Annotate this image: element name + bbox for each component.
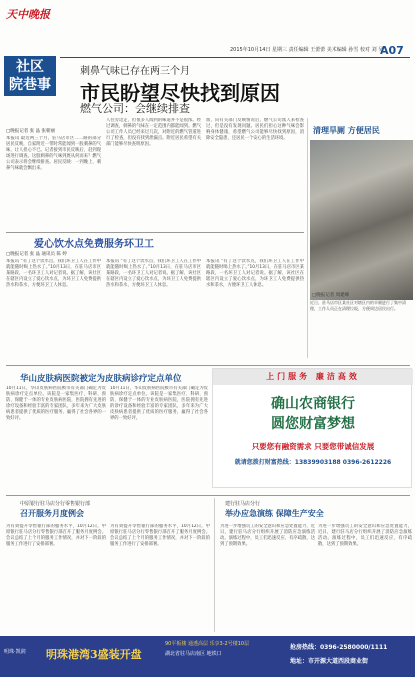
section-label: 社区 院巷事 bbox=[4, 56, 56, 96]
news-photo bbox=[310, 140, 413, 300]
dateline: 2015年10月14日 星期三 责任编辑 王蕾蕾 美术编辑 孙雪 校对 刘 吴 bbox=[230, 47, 384, 53]
column-divider-2 bbox=[214, 498, 215, 632]
footer-ad-title: 明珠港湾3盛装开盘 bbox=[46, 648, 142, 661]
ad-bank-name: 确山农商银行 bbox=[271, 396, 355, 412]
column-divider bbox=[307, 118, 308, 358]
lead-body-col2: 人往旁边走，但很多人闻到的味道并不是很浓。经过调查，刺鼻的气味在一定范围内都能闻到。燃气公司工作人员已经来过几次，对附近的燃气管道进行了检查，但没有找到泄漏点。附近居民希望有关部门能够尽快查明原因。 bbox=[106, 118, 201, 147]
footer-ad-slogan: 90平板楼 通透高层 乐享3-2号楼10层 bbox=[165, 641, 250, 647]
lead-kicker: 刺鼻气味已存在两三个月 bbox=[80, 66, 190, 77]
section-rule-3 bbox=[6, 495, 410, 496]
story3-body-col1: 10月11日，华山皮肤病医院被市有关部门确定为皮肤病诊疗定点单位。该院是一家集医疗、科研、预防、保健于一体的专业皮肤病医院，医院拥有先进的诊疗设备和经验丰富的专家团队，多年来为广大皮肤病患者提供了优质的医疗服务，赢得了社会各界的一致好评。 bbox=[6, 386, 106, 421]
story2-body-col3: 本报讯 “有了这个饮水点，我们环卫工人在工作中就能随时喝上热水了。”10月13日，在驻马店市区某路段，一名环卫工人对记者说。据了解，该社区在辖区内设立了爱心饮水点，为环卫工人免费提供热水和茶水，方便环卫工人休息。 bbox=[206, 259, 304, 288]
section-rule-2 bbox=[6, 365, 410, 366]
bank-advertisement bbox=[212, 368, 412, 488]
page-code: A07 bbox=[380, 44, 404, 57]
story2-byline: □晚报记者 张 晶 通讯员 陈 婷 bbox=[6, 252, 67, 257]
story2-body-col1: 本报讯 “有了这个饮水点，我们环卫工人在工作中就能随时喝上热水了。”10月13日，在驻马店市区某路段，一名环卫工人对记者说。据了解，该社区在辖区内设立了爱心饮水点，为环卫工人免费提供热水和茶水，方便环卫工人休息。 bbox=[6, 259, 101, 288]
lead-body-col1: 本报讯 最近两三个月，驻马店市区二二路的部分居民反映，自家附近一带时常能闻到一股刺鼻的气味，让人担心不已。记者接到市民反映后，赶到现场进行调查。这股刺鼻的气味到底从何而来？燃气公司表示将会继续排查。居民反映：一到晚上，刺鼻气味就会飘出来。 bbox=[6, 136, 101, 171]
lead-byline: □晚报记者 张 晶 张朝丽 bbox=[6, 129, 56, 134]
newspaper-logo: 天中晚报 bbox=[6, 8, 50, 21]
footer-ad-location: 湖北省驻马店南区 地铁口 bbox=[165, 651, 222, 657]
photo-caption: 近日，驻马店市区某社区对辖区内的旱厕进行了集中清理，工作人员正在清理垃圾，方便周边居民出行。 bbox=[310, 300, 406, 311]
ad-slogan: 圆您财富梦想 bbox=[271, 416, 355, 432]
ad-banner: 上门服务 廉洁高效 bbox=[213, 369, 413, 385]
footer-ad-phone: 抢房热线：0396-2580000/1111 bbox=[290, 644, 388, 651]
footer-brand: 明珠·凯润 bbox=[4, 649, 26, 655]
photo-title: 清理旱厕 方便居民 bbox=[313, 126, 380, 135]
lead-headline: 市民盼望尽快找到原因 bbox=[80, 81, 280, 105]
story4-kicker: 中原银行驻马店分行零售银行部 bbox=[20, 501, 91, 507]
story3-body-col2: 10月11日，华山皮肤病医院被市有关部门确定为皮肤病诊疗定点单位。该院是一家集医疗、科研、预防、保健于一体的专业皮肤病医院，医院拥有先进的诊疗设备和经验丰富的专家团队，多年来为广大皮肤病患者提供了优质的医疗服务，赢得了社会各界的一致好评。 bbox=[110, 386, 208, 421]
footer-advertisement bbox=[0, 636, 415, 677]
footer-ad-address: 地址：市开源大道西段商业街 bbox=[290, 658, 369, 665]
top-rule bbox=[60, 57, 410, 58]
story4-headline: 召开服务月度例会 bbox=[20, 509, 84, 518]
story5-body-col1: 为进一步增强员工的安全意识和应急处置能力，近日，建行驻马店分行组织开展了消防应急演练活动。演练过程中，员工们迅速反应、有序疏散，达到了预期效果。 bbox=[220, 524, 315, 547]
story4-body-col1: 为有效提升零售银行部的服务水平，10月12日，中原银行驻马店分行零售银行部召开了服务月度例会。会议总结了上个月的服务工作情况，并对下一阶段的服务工作进行了安排部署。 bbox=[6, 524, 106, 547]
story5-headline: 举办应急演练 保障生产安全 bbox=[225, 509, 324, 518]
story5-body-col2: 为进一步增强员工的安全意识和应急处置能力，近日，建行驻马店分行组织开展了消防应急演练活动。演练过程中，员工们迅速反应、有序疏散，达到了预期效果。 bbox=[318, 524, 412, 547]
ad-tagline: 只要您有融资需求 只要您带诚信发展 bbox=[251, 442, 375, 451]
lead-body-col3: 加，向有关部门反映情况后，燃气公司派人来检查过，但是没有发现问题。居民们担心这种气味会影响身体健康，希望燃气公司能够尽快找到原因，消除安全隐患，还居民一个安心的生活环境。 bbox=[206, 118, 304, 141]
lead-subhead: 燃气公司：会继续排查 bbox=[80, 102, 190, 115]
section-rule bbox=[6, 232, 304, 233]
story3-headline: 华山皮肤病医院被定为皮肤病诊疗定点单位 bbox=[20, 374, 182, 384]
story2-body-col2: 本报讯 “有了这个饮水点，我们环卫工人在工作中就能随时喝上热水了。”10月13日，在驻马店市区某路段，一名环卫工人对记者说。据了解，该社区在辖区内设立了爱心饮水点，为环卫工人免费提供热水和茶水，方便环卫工人休息。 bbox=[106, 259, 201, 288]
story2-headline: 爱心饮水点免费服务环卫工 bbox=[34, 239, 154, 250]
ad-hotline: 就请您拨打财富热线：13839903188 0396-2612226 bbox=[234, 459, 392, 466]
story4-body-col2: 为有效提升零售银行部的服务水平，10月12日，中原银行驻马店分行零售银行部召开了服务月度例会。会议总结了上个月的服务工作情况，并对下一阶段的服务工作进行了安排部署。 bbox=[110, 524, 210, 547]
story5-kicker: 建行驻马店分行 bbox=[225, 501, 261, 507]
masthead bbox=[6, 6, 61, 62]
photo-byline: □晚报记者 周建峰 bbox=[312, 293, 350, 298]
